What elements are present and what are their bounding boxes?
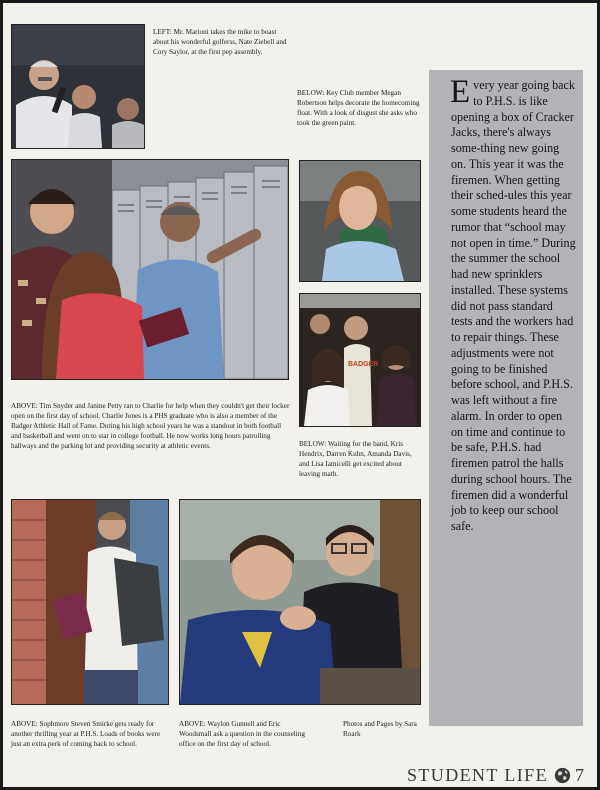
caption-waiting-for-band: BELOW: Waiting for the band, Kris Hendrix, Darren Kuhn, Amanda Davis, and Lisa Iamicelli get excited about leaving math. — [299, 440, 412, 478]
caption-pep-assembly: LEFT: Mr. Marioni takes the mike to boast about his wonderful golferss, Nate Ziebell and Cory Saylor, at the first pep assembly. — [153, 28, 287, 56]
photo-pep-assembly-image — [12, 25, 144, 148]
photo-sophomore-image — [12, 500, 168, 704]
caption-counseling-office: ABOVE: Waylon Gunnell and Eric Woodsmall ask a question in the counseling office on the first day of school. — [179, 720, 305, 748]
caption-key-club: BELOW: Key Club member Megan Robertson helps decorate the homecoming float. With a look of disgust she asks who took the green paint. — [297, 89, 420, 127]
story-drop-cap: E — [450, 74, 471, 110]
page-number: 7 — [574, 764, 584, 785]
photo-locker-help-image — [12, 160, 288, 379]
photo-counseling-office-image — [180, 500, 420, 704]
photo-counseling-office — [179, 499, 421, 705]
photo-key-club-image — [300, 161, 420, 281]
globe-icon — [554, 767, 571, 784]
caption-sophomore: ABOVE: Sophmore Steven Smirke gets ready for another thrilling year at P.H.S. Loads of books were just an extra perk of coming back to school. — [11, 720, 161, 748]
section-title: STUDENT LIFE — [407, 764, 548, 785]
svg-text:BADGER: BADGER — [348, 361, 379, 368]
story-text — [450, 74, 577, 535]
photo-credit: Photos and Pages by Sara Roark — [343, 720, 417, 738]
photo-pep-assembly — [11, 24, 145, 149]
story-body: very year going back to P.H.S. is like opening a box of Cracker Jacks, there's always some-thing new going on. This year it was the firemen. When getting their sched-ules this year some students heard the rumor that “school may not open in time.” During the summer the school had new sprinklers installed. These systems did not pass standard tests and the workers had to repair things. These adjustments were not going to be finished before school, and P.H.S. was left without a fire alarm. In order to open on time and continue to be safe, P.H.S. had firemen patrol the halls during school hours. The firemen did a wonderful job to keep our school safe. — [451, 78, 576, 533]
yearbook-page — [3, 3, 597, 787]
story-sidebar — [429, 70, 583, 726]
photo-sophomore — [11, 499, 169, 705]
photo-locker-help — [11, 159, 289, 380]
photo-waiting-for-band — [299, 293, 421, 427]
photo-key-club — [299, 160, 421, 282]
photo-waiting-for-band-image — [300, 294, 420, 426]
page-footer — [407, 763, 584, 787]
caption-locker-help: ABOVE: Tim Snyder and Janine Petty ran to Charlie for help when they couldn't get their locker open on the first day of school. Charlie Jones is a PHS graduate who is also a member of the Badger Athletic Hall of Fame. During his high school years he was a standout in both football and basketball and went on to star in college football. He now works long hours patrolling hallways and the parking lot and providing security at athletic events. — [11, 402, 290, 450]
